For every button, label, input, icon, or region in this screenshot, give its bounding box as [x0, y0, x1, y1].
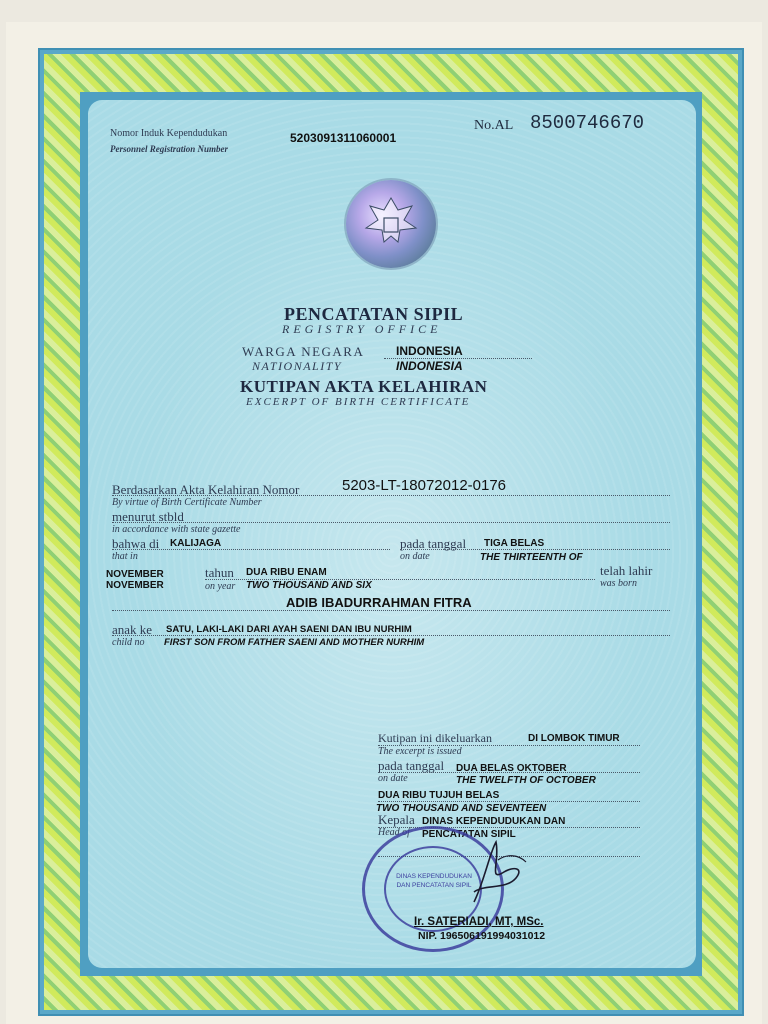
nik-value: 5203091311060001	[290, 131, 397, 145]
child-order-value: SATU, LAKI-LAKI DARI AYAH SAENI DAN IBU NURHIM	[166, 624, 412, 635]
garuda-hologram-seal-icon	[346, 180, 436, 268]
head-label: Kepala	[378, 812, 415, 827]
birth-year-label: tahun	[205, 565, 234, 580]
no-al-label: No.AL	[474, 118, 514, 133]
official-name: Ir. SATERIADI, MT, MSc.	[414, 916, 544, 928]
place-dotted-line	[112, 549, 390, 550]
child-order-dotted-line	[112, 635, 670, 636]
child-name-dotted-line	[112, 610, 670, 611]
place-value: KALIJAGA	[170, 538, 222, 549]
cert-number-dotted-line	[112, 495, 670, 496]
birth-date-value-en: THE THIRTEENTH OF	[480, 552, 583, 563]
issued-date-label: pada tanggal	[378, 758, 445, 773]
child-order-label-en: child no	[112, 637, 145, 648]
registry-title-en: REGISTRY OFFICE	[282, 322, 442, 336]
place-label-en: that in	[112, 551, 138, 562]
nationality-label: WARGA NEGARA	[242, 344, 365, 359]
issued-date-value-en: THE TWELFTH OF OCTOBER	[456, 775, 596, 786]
nationality-value-en: INDONESIA	[396, 359, 463, 373]
issued-year-value: DUA RIBU TUJUH BELAS	[378, 790, 500, 801]
issued-date-label-en: on date	[378, 773, 408, 784]
stbld-dotted-line	[112, 522, 670, 523]
nationality-value: INDONESIA	[396, 344, 463, 358]
birth-year-value-en: TWO THOUSAND AND SIX	[246, 580, 372, 591]
birth-month-value: NOVEMBER	[106, 569, 164, 580]
issued-year-value-en: TWO THOUSAND AND SEVENTEEN	[376, 803, 547, 814]
issued-label-en: The excerpt is issued	[378, 746, 462, 757]
birth-year-dotted-line	[205, 579, 595, 580]
birth-date-value: TIGA BELAS	[484, 538, 545, 549]
birth-date-dotted-line	[400, 549, 670, 550]
cert-number-label: Berdasarkan Akta Kelahiran Nomor	[112, 482, 300, 497]
head-office-value-2: PENCATATAN SIPIL	[422, 829, 516, 840]
child-order-value-en: FIRST SON FROM FATHER SAENI AND MOTHER NURHIM	[164, 637, 425, 648]
child-name-value: ADIB IBADURRAHMAN FITRA	[286, 595, 472, 610]
cert-number-label-en: By virtue of Birth Certificate Number	[112, 497, 262, 508]
registry-title: PENCATATAN SIPIL	[284, 304, 464, 324]
nik-label: Nomor Induk Kependudukan	[110, 128, 228, 139]
stbld-label: menurut stbld	[112, 509, 184, 524]
born-label-en: was born	[600, 578, 637, 589]
place-label: bahwa di	[112, 536, 160, 551]
born-label: telah lahir	[600, 563, 653, 578]
stbld-label-en: in accordance with state gazette	[112, 524, 241, 535]
birth-year-value: DUA RIBU ENAM	[246, 567, 327, 578]
nationality-dotted-line	[384, 358, 532, 359]
birth-year-label-en: on year	[205, 581, 236, 592]
nationality-label-en: NATIONALITY	[252, 359, 343, 373]
issued-date-value: DUA BELAS OKTOBER	[456, 763, 567, 774]
signature-icon	[444, 832, 534, 908]
issued-date-dotted-line	[378, 772, 640, 773]
issued-label: Kutipan ini dikeluarkan	[378, 731, 492, 745]
garuda-emblem-icon	[346, 180, 436, 268]
stamp-text: DINAS KEPENDUDUKAN DAN PENCATATAN SIPIL	[396, 873, 472, 889]
issued-dotted-line	[378, 745, 640, 746]
cert-number-value: 5203-LT-18072012-0176	[342, 477, 507, 494]
birth-date-label: pada tanggal	[400, 536, 467, 551]
issued-place-value: DI LOMBOK TIMUR	[528, 733, 620, 744]
child-order-label: anak ke	[112, 622, 153, 637]
excerpt-title: KUTIPAN AKTA KELAHIRAN	[240, 377, 488, 396]
issued-year-dotted-line	[378, 801, 640, 802]
head-label-en: Head of	[378, 827, 410, 838]
official-nip: NIP. 196506191994031012	[418, 930, 546, 942]
head-office-value-1: DINAS KEPENDUDUKAN DAN	[422, 816, 566, 827]
birth-month-value-en: NOVEMBER	[106, 580, 164, 591]
nik-label-en: Personnel Registration Number	[110, 144, 229, 154]
birth-date-label-en: on date	[400, 551, 430, 562]
excerpt-title-en: EXCERPT OF BIRTH CERTIFICATE	[246, 396, 471, 408]
no-al-value: 8500746670	[530, 112, 645, 134]
